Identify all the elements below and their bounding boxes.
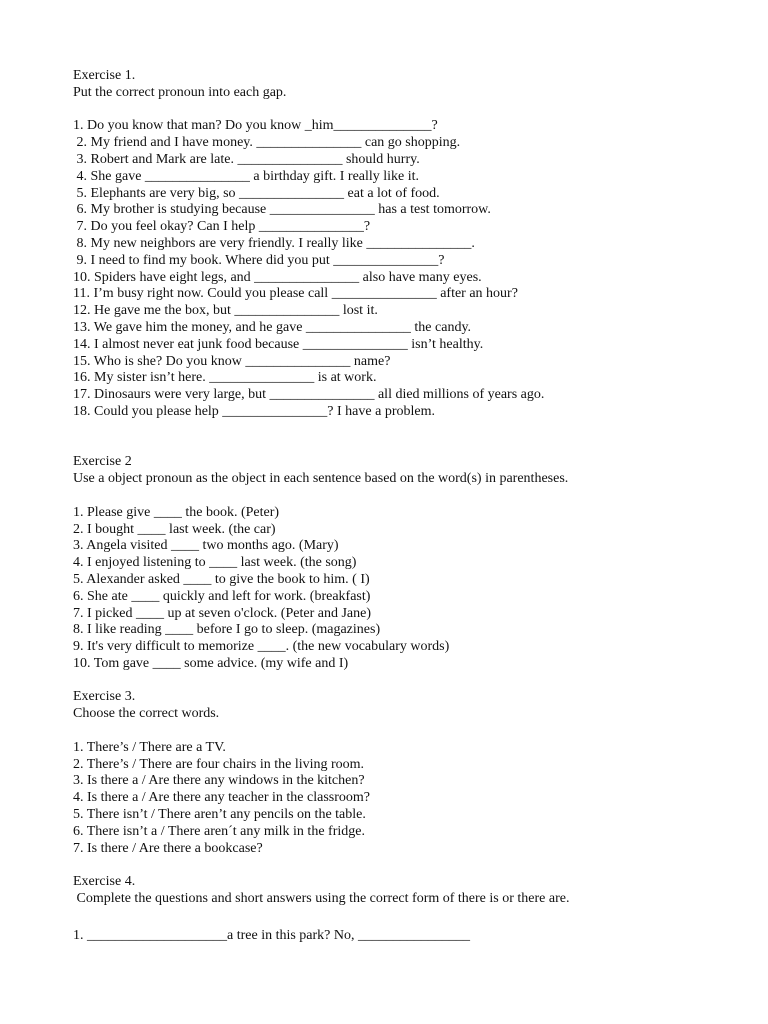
exercise-2-item: 4. I enjoyed listening to ____ last week. (the song) [73, 555, 357, 571]
exercise-3-item: 1. There’s / There are a TV. [73, 739, 226, 755]
exercise-2-item: 5. Alexander asked ____ to give the book to him. ( I) [73, 571, 370, 587]
exercise-2-item: 2. I bought ____ last week. (the car) [73, 521, 276, 537]
exercise-1-item: 12. He gave me the box, but _______________ lost it. [73, 303, 378, 319]
blank-line [73, 421, 728, 455]
exercise-4-item: 1. ____________________a tree in this park? No, ________________ [73, 927, 471, 943]
exercise-3-title: Exercise 3. [73, 689, 136, 705]
exercise-1-item: 11. I’m busy right now. Could you please call _______________ after an hour? [73, 286, 518, 302]
exercise-1-item: 14. I almost never eat junk food because _______________ isn’t healthy. [73, 336, 484, 352]
exercise-1-item: 4. She gave _______________ a birthday gift. I really like it. [73, 168, 420, 184]
exercise-1-item: 6. My brother is studying because _______________ has a test tomorrow. [73, 202, 491, 218]
exercise-3-item: 6. There isn’t a / There aren´t any milk in the fridge. [73, 823, 365, 839]
exercise-4-instruction: Complete the questions and short answers using the correct form of there is or there are. [73, 891, 570, 907]
exercise-3-item: 4. Is there a / Are there any teacher in the classroom? [73, 790, 370, 806]
exercise-3-item: 5. There isn’t / There aren’t any pencils on the table. [73, 807, 366, 823]
exercise-1-item: 8. My new neighbors are very friendly. I really like _______________. [73, 235, 475, 251]
exercise-1-item: 7. Do you feel okay? Can I help _______________? [73, 219, 371, 235]
exercise-3-item: 2. There’s / There are four chairs in the living room. [73, 756, 365, 772]
exercise-2-item: 7. I picked ____ up at seven o'clock. (Peter and Jane) [73, 605, 371, 621]
exercise-1-title: Exercise 1. [73, 68, 136, 83]
exercise-1-item: 3. Robert and Mark are late. _______________ should hurry. [73, 151, 420, 167]
blank-line [73, 102, 728, 119]
blank-line [73, 908, 728, 928]
exercise-1-item: 15. Who is she? Do you know _______________ name? [73, 353, 391, 369]
blank-line [73, 723, 728, 740]
exercise-3-item: 3. Is there a / Are there any windows in the kitchen? [73, 773, 365, 789]
exercise-4-title: Exercise 4. [73, 874, 136, 890]
exercise-1-item: 16. My sister isn’t here. _______________ is at work. [73, 370, 377, 386]
exercise-1-item: 9. I need to find my book. Where did you put _______________? [73, 252, 445, 268]
exercise-2-item: 6. She ate ____ quickly and left for work. (breakfast) [73, 588, 371, 604]
blank-line [73, 673, 728, 690]
exercise-2-item: 3. Angela visited ____ two months ago. (Mary) [73, 538, 339, 554]
exercise-2-item: 9. It's very difficult to memorize ____. (the new vocabulary words) [73, 639, 450, 655]
exercise-1-item: 13. We gave him the money, and he gave _______________ the candy. [73, 319, 472, 335]
exercise-3-instruction: Choose the correct words. [73, 706, 220, 722]
exercise-2-instruction: Use a object pronoun as the object in each sentence based on the word(s) in parentheses. [73, 471, 569, 487]
exercise-2-title: Exercise 2 [73, 454, 132, 470]
blank-line [73, 857, 728, 874]
exercise-1-item: 18. Could you please help _______________? I have a problem. [73, 403, 435, 419]
exercise-2-item: 8. I like reading ____ before I go to sleep. (magazines) [73, 622, 381, 638]
exercise-1-item: 2. My friend and I have money. _______________ can go shopping. [73, 135, 461, 151]
blank-line [73, 488, 728, 505]
exercise-1-item: 10. Spiders have eight legs, and _______________ also have many eyes. [73, 269, 482, 285]
exercise-1-item: 5. Elephants are very big, so _______________ eat a lot of food. [73, 185, 440, 201]
exercise-2-item: 1. Please give ____ the book. (Peter) [73, 504, 280, 520]
exercise-1-instruction: Put the correct pronoun into each gap. [73, 84, 287, 100]
exercise-1-item: 17. Dinosaurs were very large, but _______________ all died millions of years ago. [73, 387, 545, 403]
exercise-3-item: 7. Is there / Are there a bookcase? [73, 840, 263, 856]
exercise-2-item: 10. Tom gave ____ some advice. (my wife and I) [73, 655, 349, 671]
exercise-1-item: 1. Do you know that man? Do you know _him______________? [73, 118, 438, 134]
